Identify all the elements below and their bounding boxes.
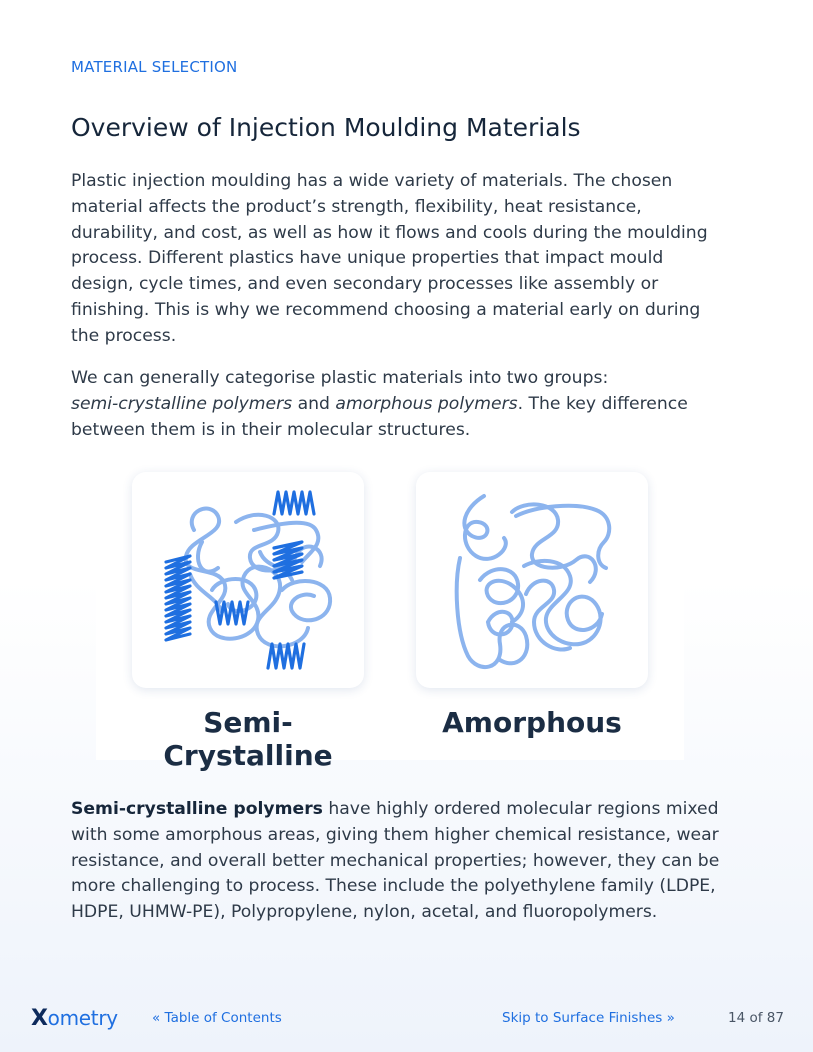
term-semi-crystalline: semi-crystalline polymers [71, 393, 293, 414]
page-footer [0, 1000, 813, 1040]
intro-paragraph: Plastic injection moulding has a wide variety of materials. The chosen material affects the product’s strength, flexibility, heat resistance, durability, and cost, as well as how it flows and cools during the moulding process. Different plastics have unique properties that impact mould design, cycle times, and even secondary processes like assembly or finishing. This is why we recommend choosing a material early on during the process. [71, 171, 708, 346]
logo-x-mark: X [31, 1006, 48, 1031]
groups-text-and: and [292, 393, 336, 414]
page-indicator: 14 of 87 [728, 1010, 784, 1026]
skip-to-surface-finishes-link[interactable]: Skip to Surface Finishes » [502, 1010, 675, 1026]
semi-crystalline-label: Semi-Crystalline [163, 706, 333, 772]
semi-crystalline-card [132, 472, 364, 688]
amorphous-card [416, 472, 648, 688]
xometry-logo [31, 1006, 118, 1031]
section-label: MATERIAL SELECTION [71, 58, 238, 76]
table-of-contents-link[interactable]: « Table of Contents [152, 1010, 282, 1026]
groups-paragraph [71, 366, 721, 443]
polymer-structure-figure [96, 460, 684, 772]
logo-wordmark: ometry [47, 1006, 118, 1030]
groups-text-end: . The key difference between them is in their molecular structures. [71, 393, 688, 440]
page-title: Overview of Injection Moulding Materials [71, 113, 581, 142]
groups-text-start: We can generally categorise plastic materials into two groups: [71, 368, 609, 388]
semi-crystalline-illustration [132, 472, 364, 688]
amorphous-chains [186, 509, 330, 647]
amorphous-illustration [416, 472, 648, 688]
amorphous-chains [457, 496, 610, 667]
amorphous-label: Amorphous [442, 706, 622, 739]
term-amorphous: amorphous polymers [335, 393, 518, 414]
semi-crystalline-paragraph [71, 797, 721, 926]
semi-crystalline-term: Semi-crystalline polymers [71, 799, 323, 819]
semi-crystalline-description: have highly ordered molecular regions mixed with some amorphous areas, giving them higher chemical resistance, wear resistance, and overall better mechanical properties; however, they can be more challenging to process. These include the polyethylene family (LDPE, HDPE, UHMW-PE), Polypropylene, nylon, acetal, and fluoropolymers. [71, 799, 720, 923]
